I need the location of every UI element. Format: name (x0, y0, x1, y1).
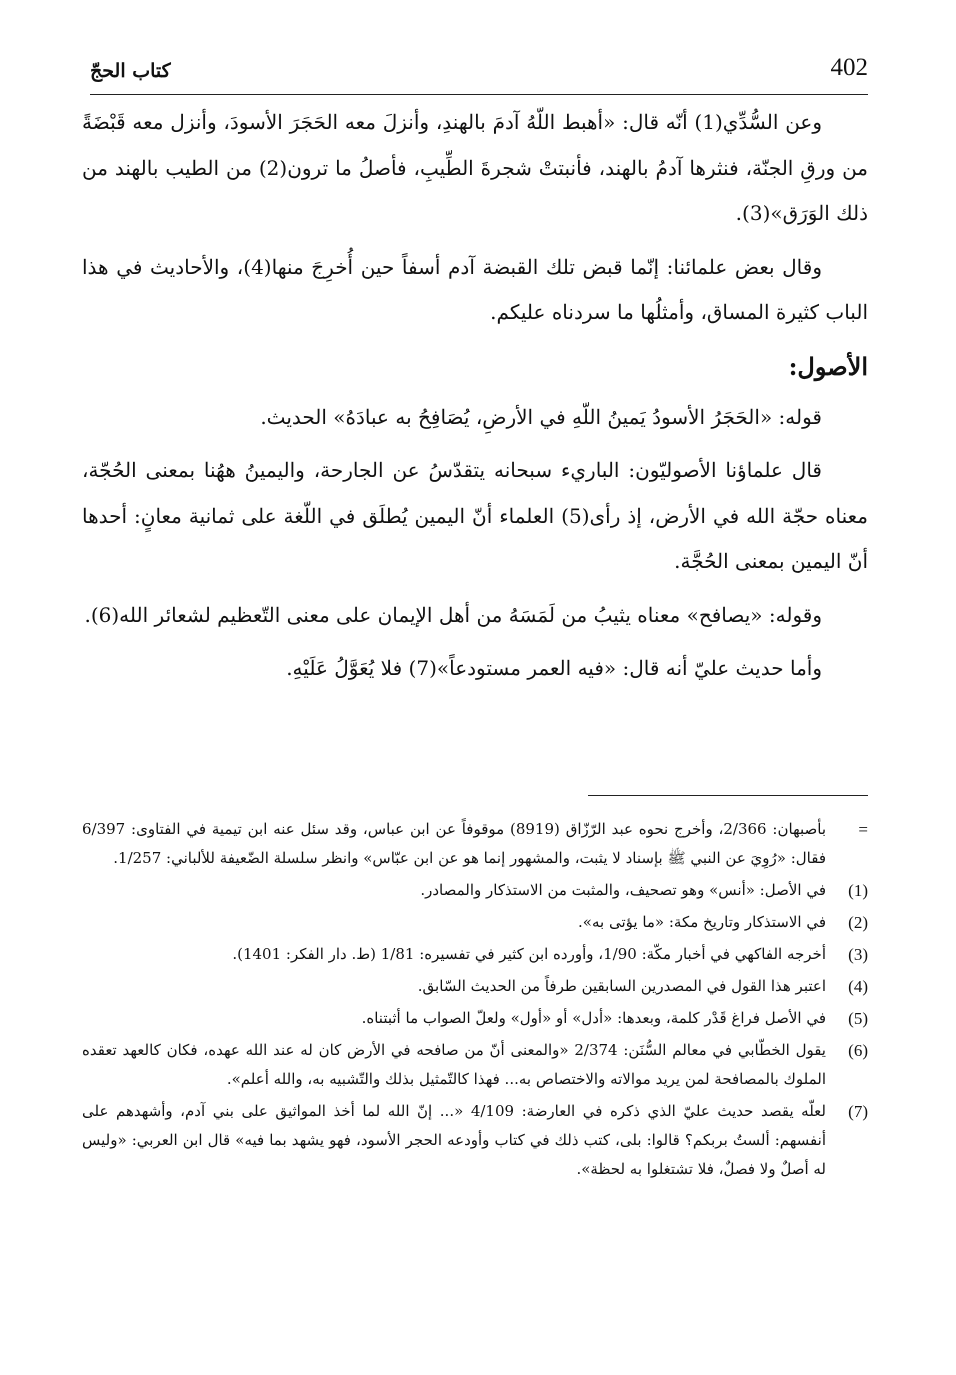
paragraph: وقال بعض علمائنا: إنّما قبض تلك القبضة آدم أسفاً حين أُخرِجَ منها(4)، والأحاديث في هذا الباب كثيرة المساق، وأمثلُها ما سردناه عليكم. (82, 254, 868, 324)
section-heading: الأصول: (788, 351, 868, 381)
footnote-number: (6) (848, 1041, 868, 1060)
footnote-number: (5) (848, 1009, 868, 1028)
main-text (82, 100, 868, 700)
footnote-number: (2) (848, 913, 868, 932)
footnote-number: (3) (848, 945, 868, 964)
footnote-number: (4) (848, 977, 868, 996)
footnote-text: يقول الخطّابي في معالم السُّنَن: 2/374 «والمعنى أنّ من صافحه في الأرض كان له عند الله عهده، فكان كالعهد تعقده الملوك بالمصافحة لمن يريد موالاته والاختصاص به... فهذا كالتّمثيل بذلك والتّشبيه به، والله أعلم». (82, 1041, 826, 1088)
footnote-text: بأصبهان: 2/366، وأخرج نحوه عبد الرّزّاق (8919) موقوفاً عن ابن عباس، وقد سئل عنه ابن تيمية في الفتاوى: 6/397 فقال: «رُوِيَ عن النبي ﷺ بإسناد لا يثبت، والمشهور إنما هو عن ابن عبّاس» وانظر سلسلة الضّعيفة للألباني: 1/257. (82, 820, 826, 867)
page-header (90, 50, 868, 95)
footnote-text: في الأصل: «أنس» وهو تصحيف، والمثبت من الاستذكار والمصادر. (420, 881, 826, 899)
footnote-text: في الأصل فراغ قَدْر كلمة، وبعدها: «أدل» أو «أول» ولعلّ الصواب ما أثبتناه. (361, 1009, 826, 1027)
footnotes (82, 815, 868, 1187)
paragraph: وعن السُّدِّي(1) أنّه قال: «أهبط اللّهُ آدمَ بالهندِ، وأنزلَ معه الحَجَرَ الأسودَ، وأنزل معه قَبْضَةً من ورقِ الجنّة، فنثرها آدمُ بالهند، فأنبتتْ شجرةَ الطِّيبِ، فأصلُ ما ترون(2) من الطيب بالهند من ذلك الوَرَق»(3). (82, 110, 869, 225)
footnote (82, 972, 868, 1001)
footnote (82, 815, 868, 873)
footnote (82, 908, 868, 937)
paragraph: وأما حديث عليّ أنه قال: «فيه العمر مستودعاً»(7) فلا يُعَوَّلُ عَلَيْهِ. (286, 656, 822, 680)
footnote-text: في الاستذكار وتاريخ مكة: «ما يؤتى به». (578, 913, 826, 931)
footnote (82, 940, 868, 969)
running-title: كتاب الحجّ (90, 60, 171, 82)
paragraph: وقوله: «يصافح» معناه يثيبُ من لَمَسَهُ من أهل الإيمان على معنى التّعظيم لشعائر الله(6). (84, 602, 822, 627)
footnote-text: لعلّه يقصد حديث عليّ الذي ذكره في العارضة: 4/109 «... إنّ الله لما أخذ المواثيق على بني آدم، وأشهدهم على أنفسهم: ألستُ بربكم؟ قالوا: بلى، كتب ذلك في كتاب وأودعه الحجر الأسود، فهو يشهد بما فيه» قال ابن العربي: «وليس له أصلٌ ولا فصلٌ، فلا تشتغلوا به لحظة». (82, 1102, 826, 1178)
footnote (82, 1036, 868, 1094)
footnote-text: اعتبر هذا القول في المصدرين السابقين طرفاً من الحديث السّابق. (417, 977, 826, 995)
footnote-number: (1) (848, 881, 868, 900)
footnote-text: أخرجه الفاكهي في أخبار مكّة: 1/90، وأورده ابن كثير في تفسيره: 1/81 (ط. دار الفكر: 1401). (232, 945, 826, 963)
footnote (82, 1004, 868, 1033)
footnote-number: = (858, 820, 868, 839)
footnote (82, 876, 868, 905)
footnote (82, 1097, 868, 1184)
paragraph: قوله: «الحَجَرُ الأسودُ يَمينُ اللّهِ في الأرضِ، يُصَافِحُ به عبادَهُ» الحديث. (260, 404, 822, 429)
page-number: 402 (830, 54, 868, 81)
footnote-number: (7) (848, 1102, 868, 1121)
paragraph: قال علماؤنا الأصوليّون: الباريء سبحانه يتقدّسُ عن الجارحة، واليمينُ ههُنا بمعنى الحُجّة، معناه حجّة الله في الأرض، إذ رأى(5) العلماء أنّ اليمين يُطلَق في اللّغة على ثمانية معانٍ: أحدها أنّ اليمين بمعنى الحُجَّة. (82, 458, 868, 573)
footnote-separator (588, 795, 868, 796)
